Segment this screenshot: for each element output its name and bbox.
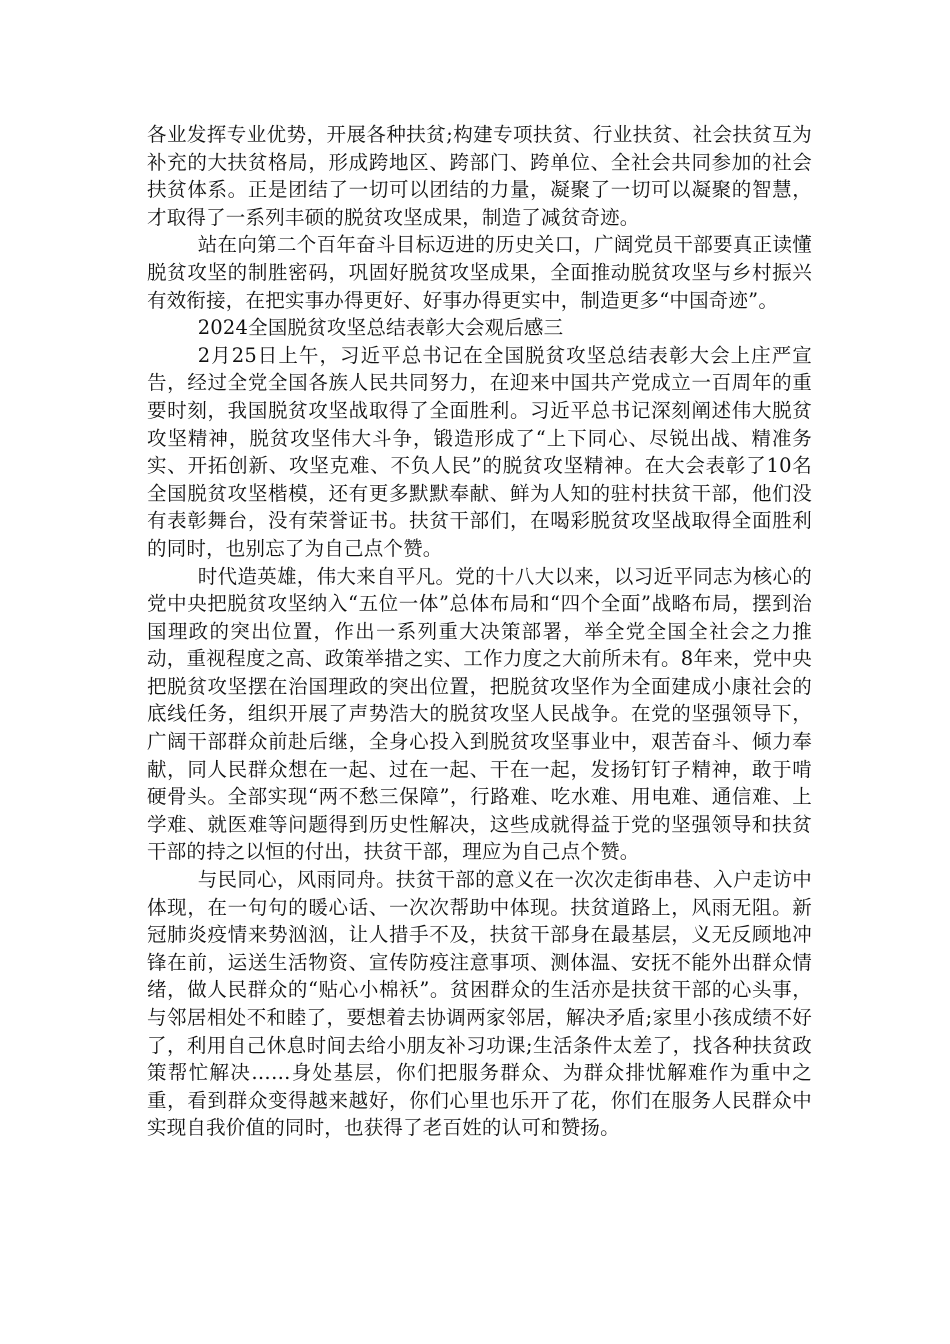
document-body	[147, 121, 812, 1142]
paragraph-heroes: 时代造英雄，伟大来自平凡。党的十八大以来，以习近平同志为核心的党中央把脱贫攻坚纳入“五位一体”总体布局和“四个全面”战略布局，摆到治国理政的突出位置，作出一系列重大决策部署，举全党全国全社会之力推动，重视程度之高、政策举措之实、工作力度之大前所未有。8年来，党中央把脱贫攻坚摆在治国理政的突出位置，把脱贫攻坚作为全面建成小康社会的底线任务，组织开展了声势浩大的脱贫攻坚人民战争。在党的坚强领导下，广阔干部群众前赴后继，全身心投入到脱贫攻坚事业中，艰苦奋斗、倾力奉献，同人民群众想在一起、过在一起、干在一起，发扬钉钉子精神，敢于啃硬骨头。全部实现“两不愁三保障”，行路难、吃水难、用电难、通信难、上学难、就医难等问题得到历史性解决，这些成就得益于党的坚强领导和扶贫干部的持之以恒的付出，扶贫干部，理应为自己点个赞。	[147, 564, 812, 864]
paragraph-announcement: 2月25日上午，习近平总书记在全国脱贫攻坚总结表彰大会上庄严宣告，经过全党全国各族人民共同努力，在迎来中国共产党成立一百周年的重要时刻，我国脱贫攻坚战取得了全面胜利。习近平总书记深刻阐述伟大脱贫攻坚精神，脱贫攻坚伟大斗争，锻造形成了“上下同心、尽锐出战、精准务实、开拓创新、攻坚克难、不负人民”的脱贫攻坚精神。在大会表彰了10名全国脱贫攻坚楷模，还有更多默默奉献、鲜为人知的驻村扶贫干部，他们没有表彰舞台，没有荣誉证书。扶贫干部们，在喝彩脱贫攻坚战取得全面胜利的同时，也别忘了为自己点个赞。	[147, 343, 812, 560]
paragraph-with-people: 与民同心，风雨同舟。扶贫干部的意义在一次次走街串巷、入户走访中体现，在一句句的暖心话、一次次帮助中体现。扶贫道路上，风雨无阻。新冠肺炎疫情来势汹汹，让人措手不及，扶贫干部身在最基层，义无反顾地冲锋在前，运送生活物资、宣传防疫注意事项、测体温、安抚不能外出群众情绪，做人民群众的“贴心小棉袄”。贫困群众的生活亦是扶贫干部的心头事，与邻居相处不和睦了，要想着去协调两家邻居，解决矛盾;家里小孩成绩不好了，利用自己休息时间去给小朋友补习功课;生活条件太差了，找各种扶贫政策帮忙解决……身处基层，你们把服务群众、为群众排忧解难作为重中之重，看到群众变得越来越好，你们心里也乐开了花，你们在服务人民群众中实现自我价值的同时，也获得了老百姓的认可和赞扬。	[147, 868, 812, 1140]
paragraph-continuation: 各业发挥专业优势，开展各种扶贫;构建专项扶贫、行业扶贫、社会扶贫互为补充的大扶贫格局，形成跨地区、跨部门、跨单位、全社会共同参加的社会扶贫体系。正是团结了一切可以团结的力量，凝聚了一切可以凝聚的智慧，才取得了一系列丰硕的脱贫攻坚成果，制造了减贫奇迹。	[147, 123, 812, 229]
paragraph-historic-juncture: 站在向第二个百年奋斗目标迈进的历史关口，广阔党员干部要真正读懂脱贫攻坚的制胜密码，巩固好脱贫攻坚成果，全面推动脱贫攻坚与乡村振兴有效衔接，在把实事办得更好、好事办得更实中，制造更多“中国奇迹”。	[147, 233, 812, 312]
section-heading: 2024全国脱贫攻坚总结表彰大会观后感三	[197, 316, 564, 340]
